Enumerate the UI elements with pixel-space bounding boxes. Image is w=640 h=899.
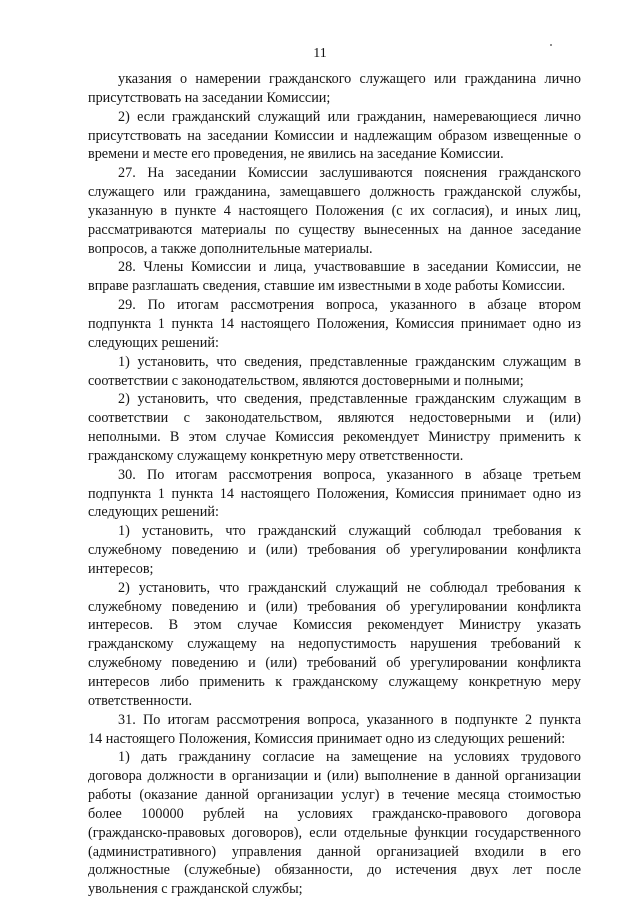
text-line: работы (оказание данной организации услуг) в течение месяца стоимостью <box>88 787 581 804</box>
text-line: более 100000 рублей на условиях гражданско-правового договора <box>88 805 581 822</box>
paragraph <box>88 258 581 296</box>
text-line: 1) дать гражданину согласие на замещение на условиях трудового <box>118 749 581 766</box>
paragraph <box>88 108 581 165</box>
text-line: вопросов, а также дополнительные материалы. <box>88 240 373 257</box>
text-line: интересов либо применить к гражданскому служащему конкретную меру <box>88 674 581 690</box>
text-line: рассматриваются материалы по существу вынесенных на данное заседание <box>88 221 581 238</box>
paragraph <box>88 748 581 899</box>
text-line: 28. Члены Комиссии и лица, участвовавшие в заседании Комиссии, не <box>118 259 581 276</box>
text-line: гражданскому служащему на недопустимость нарушения требований к <box>88 636 581 653</box>
document-body <box>88 70 581 899</box>
text-line: 2) установить, что гражданский служащий не соблюдал требования к <box>118 579 581 596</box>
paragraph <box>88 579 581 711</box>
text-line: интересов; <box>88 560 154 577</box>
text-line: 1) установить, что гражданский служащий соблюдал требования к <box>118 523 581 540</box>
paragraph <box>88 390 581 465</box>
text-line: договора должности в организации и (или) выполнение в данной организации <box>88 768 581 785</box>
text-line: 14 настоящего Положения, Комиссия принимает одно из следующих решений: <box>88 730 566 747</box>
text-line: указания о намерении гражданского служащего или гражданина лично <box>118 71 581 87</box>
text-line: подпункта 1 пункта 14 настоящего Положения, Комиссия принимает одно из <box>88 485 581 502</box>
text-line: увольнения с гражданской службы; <box>88 881 303 898</box>
paragraph <box>88 296 581 353</box>
text-line: 30. По итогам рассмотрения вопроса, указанного в абзаце третьем <box>118 466 581 483</box>
paragraph <box>88 522 581 579</box>
text-line: ответственности. <box>88 692 193 709</box>
text-line: гражданскому служащему конкретную меру ответственности. <box>88 447 464 464</box>
text-line: 2) если гражданский служащий или гражданин, намеревающиеся лично <box>118 108 581 125</box>
text-line: неполными. В этом случае Комиссия рекомендует Министру применить к <box>88 429 581 446</box>
text-line: соответствии с законодательством, являются достоверными и полными; <box>88 372 524 389</box>
text-line: следующих решений: <box>88 334 219 351</box>
text-line: вправе разглашать сведения, ставшие им известными в ходе работы Комиссии. <box>88 278 566 295</box>
text-line: служебному поведению и (или) требования об урегулировании конфликта <box>88 598 581 615</box>
text-line: (административного) управления данной организацией входили в его <box>88 843 581 860</box>
text-line: соответствии с законодательством, являются недостоверными и (или) <box>88 410 581 427</box>
text-line: 27. На заседании Комиссии заслушиваются пояснения гражданского <box>118 165 581 182</box>
text-line: указанную в пункте 4 настоящего Положения (с их согласия), и иных лиц, <box>88 202 581 219</box>
text-line: присутствовать на заседании Комиссии; <box>88 89 331 106</box>
text-line: 29. По итогам рассмотрения вопроса, указанного в абзаце втором <box>118 297 581 314</box>
paragraph <box>88 353 581 391</box>
text-line: интересов. В этом случае Комиссия рекомендует Министру указать <box>88 617 581 634</box>
paragraph <box>88 466 581 523</box>
text-line: служебному поведению и (или) требования об урегулировании конфликта <box>88 542 581 559</box>
paragraph <box>88 711 581 749</box>
text-line: подпункта 1 пункта 14 настоящего Положения, Комиссия принимает одно из <box>88 315 581 332</box>
scan-speck <box>550 44 552 46</box>
text-line: (гражданско-правовых договоров), если отдельные функции государственного <box>88 824 581 841</box>
paragraph <box>88 164 581 258</box>
text-line: должностные (служебные) обязанности, до истечения двух лет после <box>88 862 581 879</box>
text-line: следующих решений: <box>88 504 219 521</box>
text-line: служебному поведению и (или) требований об урегулировании конфликта <box>88 655 581 672</box>
text-line: времени и месте его проведения, не явились на заседание Комиссии. <box>88 146 504 163</box>
text-line: 2) установить, что сведения, представленные гражданским служащим в <box>118 391 581 408</box>
text-line: 31. По итогам рассмотрения вопроса, указанного в подпункте 2 пункта <box>118 711 581 728</box>
text-line: служащего или гражданина, замещавшего должность гражданской службы, <box>88 184 581 201</box>
text-line: присутствовать на заседании Комиссии и надлежащим образом извещенные о <box>88 127 581 144</box>
text-line: 1) установить, что сведения, представленные гражданским служащим в <box>118 353 581 370</box>
paragraph <box>88 70 581 108</box>
page-number: 11 <box>313 46 327 61</box>
